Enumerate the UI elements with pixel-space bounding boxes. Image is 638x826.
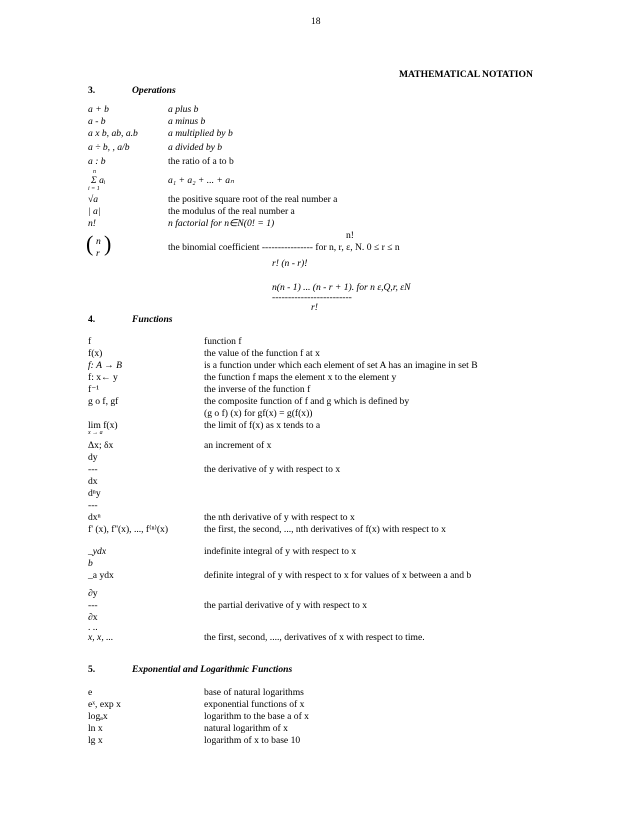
exp-sym-4: lg x <box>88 735 103 746</box>
op-sym-minus: a - b <box>88 116 106 127</box>
fn-sym-22: . .. <box>88 622 98 633</box>
fn-sym-13: --- <box>88 500 98 511</box>
fn-sym-3: f: x← y <box>88 372 118 383</box>
fn-desc-14: the nth derivative of y with respect to x <box>204 512 355 523</box>
fn-desc-3: the function f maps the element x to the element y <box>204 372 397 383</box>
op-sym-modulus: | a| <box>88 206 101 217</box>
binomial-denominator: r! (n - r)! <box>272 258 308 269</box>
exp-desc-2: logarithm to the base a of x <box>204 711 309 722</box>
binomial-top: n <box>96 236 101 247</box>
fn-desc-20: the partial derivative of y with respect to x <box>204 600 368 611</box>
fn-desc-1: the value of the function f at x <box>204 348 320 359</box>
fn-sym-2: f: A → B <box>88 360 123 371</box>
fn-sym-9: dy <box>88 452 98 463</box>
exp-desc-1: exponential functions of x <box>204 699 305 710</box>
section-5-title: Exponential and Logarithmic Functions <box>132 664 293 675</box>
op-sum-upper: n <box>93 169 96 175</box>
fn-sym-1: f(x) <box>88 348 103 359</box>
op-desc-plus: a plus b <box>168 104 199 115</box>
fn-sym-11: dx <box>88 476 98 487</box>
op-sum-lower: i = 1 <box>88 186 100 192</box>
op-sym-times: a x b, ab, a.b <box>88 128 138 139</box>
fn-sym-21: ∂x <box>88 612 98 623</box>
fn-lim-lower: x → a <box>88 430 103 436</box>
exp-desc-0: base of natural logarithms <box>204 687 304 698</box>
binomial-desc: the binomial coefficient ---------------- for n, r, ε, N. 0 ≤ r ≤ n <box>168 242 400 253</box>
fn-sym-8: Δx; δx <box>88 440 114 451</box>
exp-sym-1: eˣ, exp x <box>88 699 121 710</box>
fn-desc-7: the limit of f(x) as x tends to a <box>204 420 321 431</box>
fn-sym-18: _a ydx <box>88 570 114 581</box>
op-desc-minus: a minus b <box>168 116 206 127</box>
fn-desc-15: the first, the second, ..., nth derivatives of f(x) with respect to x <box>204 524 446 535</box>
exp-sym-2: logₐx <box>88 711 108 722</box>
binomial-line2: n(n - 1) ... (n - r + 1). for n ε,Q,r, εN <box>272 282 411 293</box>
fn-sym-19: ∂y <box>88 588 98 599</box>
op-desc-sum: a₁ + a₂ + ... + aₙ <box>168 175 234 186</box>
fn-sym-0: f <box>88 336 92 347</box>
fn-desc-8: an increment of x <box>204 440 272 451</box>
fn-desc-5: the composite function of f and g which is defined by <box>204 396 410 407</box>
binomial-right-paren: ) <box>104 231 112 256</box>
fn-sym-7: lim f(x) <box>88 420 118 431</box>
exp-sym-0: e <box>88 687 93 698</box>
fn-sym-12: dⁿy <box>88 488 101 499</box>
section-5-number: 5. <box>88 664 96 675</box>
running-head: MATHEMATICAL NOTATION <box>399 69 533 80</box>
op-sym-factorial: n! <box>88 218 96 229</box>
op-sym-sqrt: √a <box>88 194 99 205</box>
op-sym-divide: a ÷ b, , a/b <box>88 142 130 153</box>
fn-sym-16: _ydx <box>88 546 107 557</box>
binomial-line2-den: r! <box>311 302 318 313</box>
op-sym-sum: Σ aᵢ <box>91 175 106 186</box>
fn-sym-10: --- <box>88 464 98 475</box>
fn-desc-16: indefinite integral of y with respect to x <box>204 546 357 557</box>
page-number: 18 <box>311 16 321 27</box>
op-desc-divide: a divided by b <box>168 142 223 153</box>
op-desc-sqrt: the positive square root of the real number a <box>168 194 338 205</box>
binomial-numerator: n! <box>346 230 354 241</box>
op-desc-times: a multiplied by b <box>168 128 233 139</box>
fn-desc-4: the inverse of the function f <box>204 384 311 395</box>
op-desc-factorial: n factorial for n∈N(0! = 1) <box>168 218 275 229</box>
fn-desc-0: function f <box>204 336 242 347</box>
section-3-title: Operations <box>132 85 176 96</box>
exp-desc-4: logarithm of x to base 10 <box>204 735 301 746</box>
fn-sym-17: b <box>88 558 93 569</box>
fn-sym-14: dxⁿ <box>88 512 101 523</box>
exp-desc-3: natural logarithm of x <box>204 723 288 734</box>
fn-sym-15: f' (x), f''(x), ..., f⁽ⁿ⁾(x) <box>88 524 169 535</box>
exp-sym-3: ln x <box>88 723 103 734</box>
fn-sym-20: --- <box>88 600 98 611</box>
binomial-left-paren: ( <box>86 231 94 256</box>
fn-sym-23: x, x, ... <box>88 632 114 643</box>
section-4-number: 4. <box>88 314 96 325</box>
binomial-line2-rule: ------------------------- <box>272 292 352 303</box>
fn-desc-10: the derivative of y with respect to x <box>204 464 341 475</box>
section-3-number: 3. <box>88 85 96 96</box>
op-desc-ratio: the ratio of a to b <box>168 156 234 167</box>
fn-desc-18: definite integral of y with respect to x for values of x between a and b <box>204 570 472 581</box>
section-4-title: Functions <box>132 314 173 325</box>
binomial-bottom: r <box>96 248 100 259</box>
fn-desc-2: is a function under which each element of set A has an imagine in set B <box>204 360 478 371</box>
op-sym-plus: a + b <box>88 104 109 115</box>
fn-desc-23: the first, second, ...., derivatives of x with respect to time. <box>204 632 425 643</box>
op-desc-modulus: the modulus of the real number a <box>168 206 295 217</box>
fn-desc-6: (g o f) (x) for gf(x) = g(f(x)) <box>204 408 313 419</box>
fn-sym-5: g o f, gf <box>88 396 119 407</box>
fn-sym-4: f⁻¹ <box>88 384 100 395</box>
op-sym-ratio: a : b <box>88 156 106 167</box>
